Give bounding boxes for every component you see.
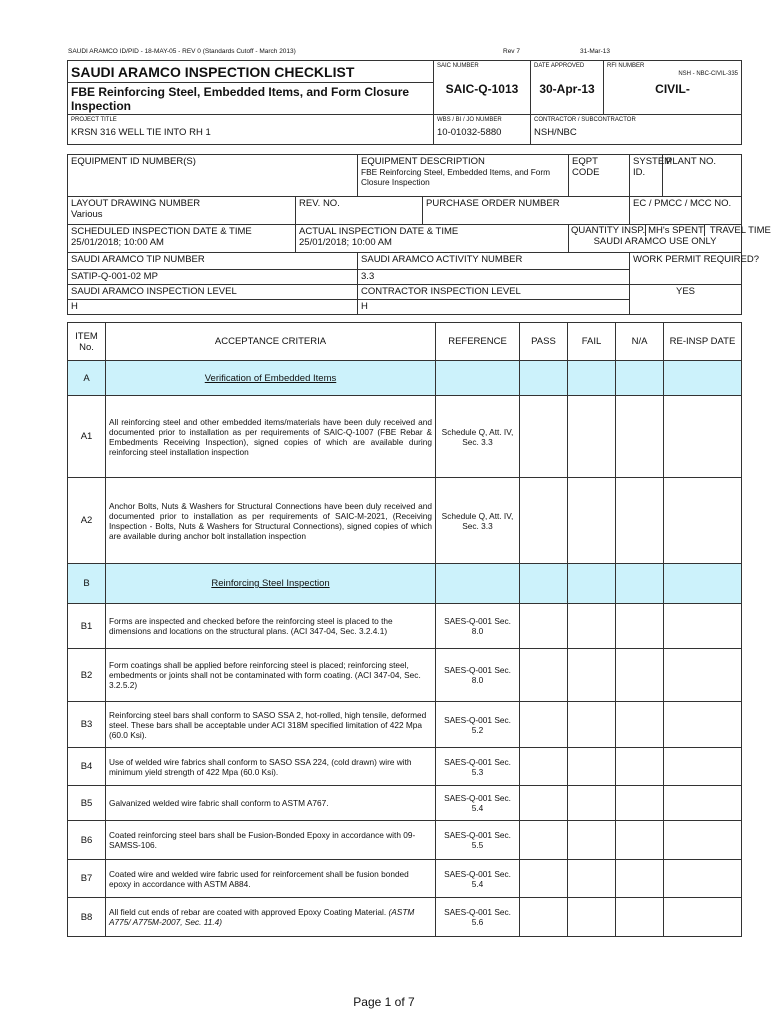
pass-cell[interactable]: [520, 748, 568, 786]
travel-time-label: TRAVEL TIME: [709, 225, 771, 236]
plant-no-cell: PLANT NO.: [663, 155, 742, 197]
reference-text: SAES-Q-001 Sec. 8.0: [436, 649, 520, 702]
fail-cell[interactable]: [568, 478, 616, 564]
pass-cell[interactable]: [520, 898, 568, 937]
na-header: N/A: [616, 323, 664, 361]
item-number: A2: [68, 478, 106, 564]
equipment-description-label: EQUIPMENT DESCRIPTION: [361, 156, 485, 167]
reinspection-date-cell[interactable]: [664, 748, 742, 786]
pass-cell[interactable]: [520, 396, 568, 478]
layout-drawing-cell: [68, 197, 296, 225]
reference-text: SAES-Q-001 Sec. 5.6: [436, 898, 520, 937]
saic-number-label: SAIC NUMBER: [437, 63, 479, 69]
item-number: B1: [68, 604, 106, 649]
checklist-row: [68, 396, 742, 478]
reference-text: SAES-Q-001 Sec. 5.3: [436, 748, 520, 786]
aramco-use-only-cell: [569, 225, 771, 253]
section-cell: [616, 564, 664, 604]
checklist-table: [67, 322, 742, 937]
na-cell[interactable]: [616, 860, 664, 898]
pass-cell[interactable]: [520, 786, 568, 821]
document-revision-note: SAUDI ARAMCO ID/PID - 18-MAY-05 - REV 0 (Standards Cutoff - March 2013): [68, 48, 296, 55]
wbs-cell: [434, 115, 531, 145]
section-row: [68, 564, 742, 604]
reinspection-date-cell[interactable]: [664, 860, 742, 898]
checklist-row: [68, 702, 742, 748]
item-no-header: ITEM No.: [68, 323, 106, 361]
checklist-header-row: [68, 323, 742, 361]
checklist-row: [68, 478, 742, 564]
criteria-text: Reinforcing steel bars shall conform to SASO SSA 2, hot-rolled, high tensile, deformed steel. These bars shall be acceptable under ACI 318M specified limitation of 422 Mpa (60.0 Ksi).: [106, 702, 436, 748]
section-cell: [520, 564, 568, 604]
na-cell[interactable]: [616, 478, 664, 564]
document-top-line: [68, 48, 740, 58]
contractor-value: NSH/NBC: [534, 127, 577, 138]
item-number: B6: [68, 821, 106, 860]
criteria-text: Form coatings shall be applied before reinforcing steel is placed; reinforcing steel, embedments or joints shall not be contaminated with form coating. (ACI 347-04, Sec. 3.2.5.2): [106, 649, 436, 702]
item-number: B3: [68, 702, 106, 748]
section-title-text: Verification of Embedded Items: [204, 372, 337, 384]
reinspection-date-cell[interactable]: [664, 702, 742, 748]
eqpt-code-cell: EQPT CODE: [569, 155, 630, 197]
reference-header: REFERENCE: [436, 323, 520, 361]
inspection-level-value: H: [68, 300, 358, 315]
rfi-number-cell: [604, 61, 742, 115]
mh-spent-label: MH's SPENT: [645, 225, 705, 236]
tip-number-label: SAUDI ARAMCO TIP NUMBER: [68, 253, 358, 270]
checklist-row: [68, 821, 742, 860]
reference-text: SAES-Q-001 Sec. 5.4: [436, 860, 520, 898]
project-title-value: KRSN 316 WELL TIE INTO RH 1: [71, 127, 211, 138]
reference-text: SAES-Q-001 Sec. 5.5: [436, 821, 520, 860]
equipment-info-table: [67, 154, 771, 315]
na-cell[interactable]: [616, 821, 664, 860]
fail-cell[interactable]: [568, 821, 616, 860]
checklist-row: [68, 649, 742, 702]
fail-cell[interactable]: [568, 748, 616, 786]
reference-text: Schedule Q, Att. IV, Sec. 3.3: [436, 478, 520, 564]
date-approved-cell: [531, 61, 604, 115]
na-cell[interactable]: [616, 748, 664, 786]
pass-cell[interactable]: [520, 702, 568, 748]
na-cell[interactable]: [616, 396, 664, 478]
reinspection-date-cell[interactable]: [664, 898, 742, 937]
pass-cell[interactable]: [520, 604, 568, 649]
item-number: B7: [68, 860, 106, 898]
checklist-row: [68, 748, 742, 786]
reinspection-date-cell[interactable]: [664, 396, 742, 478]
purchase-order-cell: PURCHASE ORDER NUMBER: [423, 197, 630, 225]
contractor-level-label: CONTRACTOR INSPECTION LEVEL: [358, 285, 630, 300]
pass-cell[interactable]: [520, 821, 568, 860]
scheduled-inspection-label: SCHEDULED INSPECTION DATE & TIME: [71, 226, 252, 237]
actual-inspection-cell: [296, 225, 569, 253]
work-permit-cell: [630, 253, 759, 285]
section-cell: [520, 361, 568, 396]
scheduled-inspection-value: 25/01/2018; 10:00 AM: [71, 237, 164, 248]
page-number: Page 1 of 7: [353, 995, 415, 1009]
pass-header: PASS: [520, 323, 568, 361]
layout-drawing-label: LAYOUT DRAWING NUMBER: [71, 198, 201, 209]
aramco-use-only-labels: [569, 225, 771, 236]
checklist-row: [68, 860, 742, 898]
checklist-row: [68, 898, 742, 937]
section-cell: [616, 361, 664, 396]
page-title: SAUDI ARAMCO INSPECTION CHECKLIST: [68, 61, 434, 83]
activity-number-label: SAUDI ARAMCO ACTIVITY NUMBER: [358, 253, 630, 270]
section-cell: [436, 361, 520, 396]
layout-drawing-value: Various: [71, 209, 103, 220]
section-cell: [664, 361, 742, 396]
criteria-text: Use of welded wire fabrics shall conform to SASO SSA 224, (cold drawn) wire with minimum yield strength of 422 Mpa (60.0 Ksi).: [106, 748, 436, 786]
actual-inspection-value: 25/01/2018; 10:00 AM: [299, 237, 392, 248]
criteria-text: Forms are inspected and checked before the reinforcing steel is placed to the dimensions and locations on the structural plans. (ACI 347-04, Sec. 3.2.4.1): [106, 604, 436, 649]
wbs-label: WBS / BI / JO NUMBER: [437, 117, 502, 123]
pass-cell[interactable]: [520, 649, 568, 702]
reinspection-date-cell[interactable]: [664, 478, 742, 564]
acceptance-criteria-header: ACCEPTANCE CRITERIA: [106, 323, 436, 361]
criteria-text: Coated wire and welded wire fabric used for reinforcement shall be fusion bonded epoxy in accordance with ASTM A884.: [106, 860, 436, 898]
section-row: [68, 361, 742, 396]
rev-date: 31-Mar-13: [580, 48, 610, 55]
contractor-cell: [531, 115, 742, 145]
date-approved-label: DATE APPROVED: [534, 63, 585, 69]
reinspection-date-cell[interactable]: [664, 649, 742, 702]
activity-number-value: 3.3: [358, 270, 630, 285]
tip-number-value: SATIP-Q-001-02 MP: [68, 270, 358, 285]
reinspection-date-cell[interactable]: [664, 786, 742, 821]
item-number: B5: [68, 786, 106, 821]
fail-header: FAIL: [568, 323, 616, 361]
checklist-row: [68, 604, 742, 649]
date-approved-value: 30-Apr-13: [539, 82, 595, 96]
item-number: A1: [68, 396, 106, 478]
section-id: B: [68, 564, 106, 604]
fail-cell[interactable]: [568, 396, 616, 478]
fail-cell[interactable]: [568, 860, 616, 898]
inspection-level-label: SAUDI ARAMCO INSPECTION LEVEL: [68, 285, 358, 300]
na-cell[interactable]: [616, 786, 664, 821]
na-cell[interactable]: [616, 898, 664, 937]
equipment-description-cell: [358, 155, 569, 197]
project-title-label: PROJECT TITLE: [71, 117, 117, 123]
pass-cell[interactable]: [520, 860, 568, 898]
wbs-value: 10-01032-5880: [437, 127, 502, 138]
na-cell[interactable]: [616, 702, 664, 748]
contractor-level-value: H: [358, 300, 630, 315]
section-id: A: [68, 361, 106, 396]
header-table: [67, 60, 742, 145]
scheduled-inspection-cell: [68, 225, 296, 253]
contractor-label: CONTRACTOR / SUBCONTRACTOR: [534, 117, 636, 123]
item-number: B4: [68, 748, 106, 786]
equipment-id-cell: EQUIPMENT ID NUMBER(S): [68, 155, 358, 197]
quantity-inspected-label: QUANTITY INSP.: [571, 225, 646, 236]
actual-inspection-label: ACTUAL INSPECTION DATE & TIME: [299, 226, 459, 237]
equipment-description-value: FBE Reinforcing Steel, Embedded Items, and Form Closure Inspection: [361, 167, 551, 187]
project-title-cell: [68, 115, 434, 145]
criteria-text: Coated reinforcing steel bars shall be Fusion-Bonded Epoxy in accordance with 09-SAMSS-106.: [106, 821, 436, 860]
checklist-row: [68, 786, 742, 821]
work-permit-value: YES: [630, 285, 742, 315]
saic-number-value: SAIC-Q-1013: [445, 82, 519, 96]
section-title: [106, 564, 436, 604]
discipline-value: CIVIL-: [655, 82, 690, 96]
reinspection-date-cell[interactable]: [664, 604, 742, 649]
rfi-number-label: RFI NUMBER: [607, 63, 645, 69]
reinspection-date-header: RE-INSP DATE: [664, 323, 742, 361]
system-id-cell: SYSTEM ID.: [630, 155, 663, 197]
section-cell: [436, 564, 520, 604]
fail-cell[interactable]: [568, 649, 616, 702]
ec-pmcc-cell: EC / PMCC / MCC NO.: [630, 197, 742, 225]
aramco-use-only-label: SAUDI ARAMCO USE ONLY: [593, 236, 717, 247]
fail-cell[interactable]: [568, 604, 616, 649]
pass-cell[interactable]: [520, 478, 568, 564]
section-title-text: Reinforcing Steel Inspection: [211, 578, 330, 589]
fail-cell[interactable]: [568, 898, 616, 937]
saic-number-cell: [434, 61, 531, 115]
item-number: B2: [68, 649, 106, 702]
criteria-text: Galvanized welded wire fabric shall conform to ASTM A767.: [106, 786, 436, 821]
section-cell: [568, 361, 616, 396]
na-cell[interactable]: [616, 604, 664, 649]
reinspection-date-cell[interactable]: [664, 821, 742, 860]
criteria-text: All reinforcing steel and other embedded items/materials have been duly received and documented prior to installation as per requirements of SAIC-Q-1007 (FBE Rebar & Embedments Receiving Inspection), signed copies of which are available during reinforcing steel installation inspection: [106, 396, 436, 478]
reference-text: SAES-Q-001 Sec. 8.0: [436, 604, 520, 649]
rfi-number-value: NSH - NBC-CIVIL-335: [678, 71, 738, 77]
reference-text: SAES-Q-001 Sec. 5.4: [436, 786, 520, 821]
work-permit-label: WORK PERMIT REQUIRED?: [633, 254, 759, 265]
section-cell: [664, 564, 742, 604]
fail-cell[interactable]: [568, 702, 616, 748]
section-cell: [568, 564, 616, 604]
criteria-citation: (ASTM A775/ A775M-2007, Sec. 11.4): [109, 907, 415, 927]
rev-no-cell: REV. NO.: [296, 197, 423, 225]
section-title: [106, 361, 436, 396]
item-number: B8: [68, 898, 106, 937]
checklist-subtitle: FBE Reinforcing Steel, Embedded Items, and Form Closure Inspection: [68, 83, 434, 115]
criteria-main-text: All field cut ends of rebar are coated with approved Epoxy Coating Material.: [109, 907, 387, 917]
rev-label: Rev 7: [503, 48, 520, 55]
criteria-text: [106, 898, 436, 937]
na-cell[interactable]: [616, 649, 664, 702]
fail-cell[interactable]: [568, 786, 616, 821]
reference-text: SAES-Q-001 Sec. 5.2: [436, 702, 520, 748]
criteria-text: Anchor Bolts, Nuts & Washers for Structural Connections have been duly received and documented prior to installation as per requirements of SAIC-M-2021, (Receiving Inspection - Bolts, Nuts & Washers for Structural Connections), signed copies of which are available during anchor bolt installation inspection: [106, 478, 436, 564]
reference-text: Schedule Q, Att. IV, Sec. 3.3: [436, 396, 520, 478]
